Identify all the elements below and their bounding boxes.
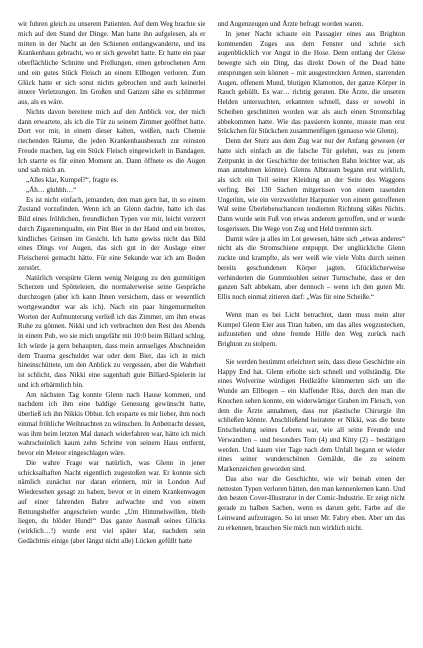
left-text-column <box>18 20 206 630</box>
paragraph: Die wahre Frage war natürlich, was Glenn in jener schicksalhaften Nacht eigentlich zugestoßen war. Er konnte sich nämlich zunächst nur daran erinnern, mir in London Auf Wiedersehen gesagt zu haben, bevor er in einem Krankenwagen auf einer fahrenden Bahre aufwachte und von einem Rettungshelfer angeschrien wurde: „Um Himmelswillen, bleib liegen, du blöder Hund!“ Das ganze Ausmaß seines Glücks (wirklich…!) wurde erst viel später klar, nachdem sein Gedächtnis einige (aber längst nicht alle) Lücken gefüllt hatte <box>18 458 206 545</box>
paragraph: „Alles klar, Kumpel?“, fragte es. <box>26 176 119 184</box>
paragraph: und Augenzeugen und Ärzte befragt worden waren. <box>217 20 364 28</box>
paragraph: Nichts davon bereitete mich auf den Anblick vor, der mich dann erwartete, als ich die Tür zu seinem Zimmer geöffnet hatte. Dort vor mir, in einem dieser kalten, weißen, nach Chemie riechenden Räume, die jeden Krankenhausbesuch zur reinsten Freude machen, lag ein Stück Fleisch eingewickelt in Bandagen. Ich starrte es für einen Moment an. Dann öffnete es die Augen und sah mich an. <box>18 107 206 175</box>
paragraph: In jener Nacht schaute ein Passagier eines aus Brighton kommenden Zuges aus dem Fenster und schrie sich augenblicklich vor Angst in die Hose. Denn entlang der Gleise bewegte sich ein Ding, das direkt Down of the Dead hätte entsprungen sein können – mit ausgestreckten Armen, starrenden Augen, offenem Mund, blutigen Klamotten, der ganze Körper in Rauch gehüllt. Es war… richtig geraten. Die Ärzte, die unseren Helden untersuchten, erkannten schnell, dass er sowohl in Scheiben geschnitten worden war als auch einen Stromschlag abbekommen hatte. Wie das passieren konnte, musste man erst Stückchen für Stückchen zusammenfügen (genauso wie Glenn). <box>217 29 405 136</box>
paragraph: „Äh… gluhhh…“ <box>26 185 77 194</box>
paragraph: Natürlich verspürte Glenn wenig Neigung zu den gutmütigen Scherzen und Spötteleien, die normalerweise seine Gespräche durchzogen (aber ich kann Ihnen versichern, dass er wesentlich wortgewandter war als ich). Nach ein paar hingemurmelten Worten der Aufmunterung verließ ich das Zimmer, um ihm etwas Ruhe zu gönnen. Nikki und ich verbrachten den Rest des Abends in einem Pub, wo sie mich ungefähr mit 10:0 beim Billard schlug. Ich würde ja gern behaupten, dass mein armseliges Abschneiden dem Trauma geschuldet war oder dem Bier, das ich in mich hineinschüttete, um den Anblick zu vergessen, aber die Wahrheit ist schlicht, dass Nikki eine sagenhaft gute Billard-Spielerin ist und ich erbärmlich bin. <box>18 273 206 389</box>
paragraph: Sie werden bestimmt erleichtert sein, dass diese Geschichte ein Happy End hat. Glenn erholte sich schnell und vollständig. Die eines Wolverine würdigen Heilkräfte kümmerten sich um die Wunde am Ellbogen – ein klaffender Riss, durch den man die Knochen sehen konnte, ein widerwärtiger Graben im Fleisch, von dem die Ärzte annahmen, dass nur plastische Chirurgie ihn schließen könnte. Anschließend heiratete er Nikki, was die beste Entscheidung seines Lebens war, wie all seine Freunde und Verwandten – und besonders Tom (4) und Kitty (2) – bestätigen werden. Und kaum vier Tage nach dem Unfall begann er wieder eines seiner wunderschönen Gemälde, die zu seinem Markenzeichen geworden sind. <box>217 357 405 473</box>
paragraph: Das also war die Geschichte, wie wir beinah einen der nettesten Typen verloren hätten, den man kennenlernen kann. Und den besten Cover-Illustrator in der Comic-Industrie. Er zeigt nicht gerade zu halben Sachen, wenn es darum geht, Farbe auf die Leinwand aufzutragen. So ist unser Mr. Fabry eben. Aber um das zu erkennen, brauchen Sie mich nun wirklich nicht. <box>217 474 405 532</box>
paragraph: Es ist nicht einfach, jemanden, den man gern hat, in so einem Zustand vorzufinden. Wenn ich an Glenn dachte, hatte ich das Bild eines fröhlichen, freundlichen Typen vor mir, leicht verzerrt durch Zigarettenqualm, ein Pint Bier in der Hand und ein breites, kindliches Grinsen im Gesicht. Ich hatte gewiss nicht das Bild eines Dings vor Augen, das sich gut in der Auslage einer Fleischerei gemacht hätte. Für eine Sekunde war ich am Boden zerstört. <box>18 195 206 272</box>
paragraph: Damit wäre ja alles im Lot gewesen, hätte sich „etwas anderes“ nicht als die Stromschiene entpuppt. Der unglückliche Glenn zuckte und krampfte, als wer weiß wie viele Volts durch seinen bereits geschundenen Körper jagten. Glücklicherweise verhinderten die Gummisohlen seiner Turnschuhe, dass er den ganzen Saft abbekam, aber dennoch – wenn ich den guten Mr. Ellis noch einmal zitieren darf: „Was für eine Scheiße.“ <box>217 234 405 301</box>
paragraph: Wenn man es bei Licht betrachtet, dann muss mein alter Kumpel Glenn Eier aus Titan haben, um das alles wegzustecken, aufzustehen und ohne fremde Hilfe den Weg zurück nach Brighton zu stolpern. <box>217 310 405 348</box>
right-text-column <box>218 20 406 630</box>
paragraph: Denn der Sturz aus dem Zug war nur der Anfang gewesen (er hatte sich einfach an die falsche Tür gelehnt, was zu jenem Zeitpunkt in der Geschichte der britischen Bahn leichter war, als man annehmen könnte). Glenns Albtraum begann erst wirklich, als sich ein Teil seiner Kleidung an der Seite des Waggons verfing. Bei 130 Sachen mitgerissen von einem rasenden Ungetüm, wie ein verzweifelter Harpunier von einem getroffenen Wal seine Überlebenschancen tendierten Richtung süßes Nichts. Dann wurde sein Fuß von etwas anderem getroffen, und er wurde losgerissen. Die Wege von Zug und Held trennten sich. <box>217 137 405 233</box>
paragraph: wir fuhren gleich zu unserem Patienten. Auf dem Weg brachte sie mich auf den Stand der Dinge. Man hatte ihn aufgelesen, als er mitten in der Nacht an den Schienen entlangwanderte, und ins Krankenhaus gebracht, wo er sich gewehrt hatte. Er hatte ein paar oberflächliche Schnitte und Prellungen, einen gebrochenen Arm und ein gutes Stück Fleisch an einem Ellbogen verloren. Zum Glück hatte er sich sonst nichts gebrochen und auch keinerlei innere Verletzungen. Im Großen und Ganzen sähe es schlimmer aus, als es wäre. <box>18 20 206 106</box>
paragraph: Am nächsten Tag konnte Glenn nach Hause kommen, und nachdem ich ihm eine baldige Genesung gewünscht hatte, überließ ich ihn Nikkis Obhut. Ich ersparte es mir lieber, ihm noch einmal fröhliche Weihnachten zu wünschen. In Anbetracht dessen, was ihm beim letzten Mal danach widerfahren war, hätte ich mich wahrscheinlich kaum zehn Schritte von seinem Haus entfernt, bevor ein Meteor eingeschlagen wäre. <box>18 390 206 457</box>
